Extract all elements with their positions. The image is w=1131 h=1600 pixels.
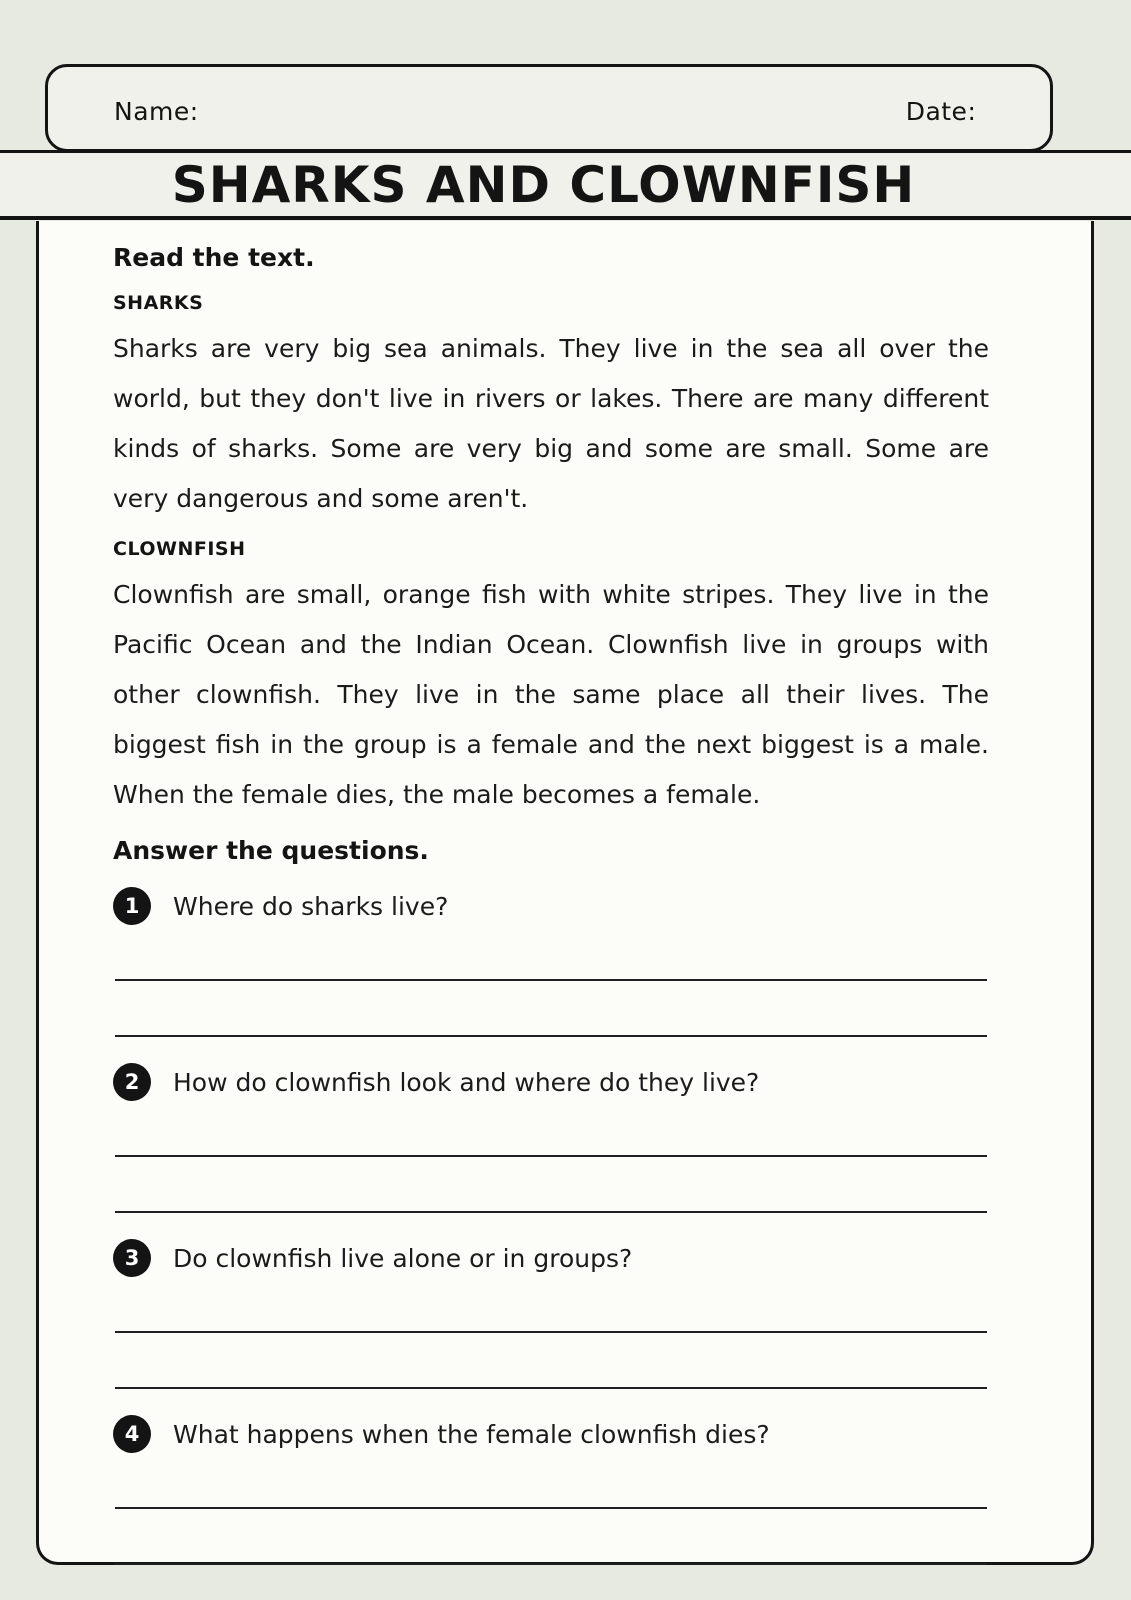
name-label: Name: bbox=[114, 97, 199, 126]
answer-line[interactable] bbox=[115, 981, 987, 1037]
answer-instruction: Answer the questions. bbox=[113, 836, 429, 865]
question-row bbox=[113, 1239, 989, 1277]
question-text: Where do sharks live? bbox=[173, 891, 449, 921]
question-text: Do clownfish live alone or in groups? bbox=[173, 1243, 633, 1273]
answer-line[interactable] bbox=[115, 1277, 987, 1333]
section-sharks bbox=[113, 292, 989, 524]
question-block-2 bbox=[113, 1063, 989, 1213]
question-number-badge: 4 bbox=[113, 1415, 151, 1453]
date-field-group bbox=[906, 90, 1129, 126]
question-number-badge: 3 bbox=[113, 1239, 151, 1277]
section-text-sharks: Sharks are very big sea animals. They live in the sea all over the world, but they don't live in rivers or lakes. There are many different kinds of sharks. Some are very big and some are small. Some are very dangerous and some aren't. bbox=[113, 334, 989, 513]
name-field-group bbox=[114, 90, 351, 126]
worksheet-content bbox=[36, 221, 1094, 1565]
question-text: What happens when the female clownfish dies? bbox=[173, 1419, 770, 1449]
answer-line[interactable] bbox=[115, 1453, 987, 1509]
question-block-3 bbox=[113, 1239, 989, 1389]
answer-line[interactable] bbox=[115, 1101, 987, 1157]
name-field[interactable] bbox=[211, 90, 351, 120]
question-number-badge: 1 bbox=[113, 887, 151, 925]
title-band bbox=[0, 150, 1131, 220]
question-block-1 bbox=[113, 887, 989, 1037]
answer-line[interactable] bbox=[115, 925, 987, 981]
date-label: Date: bbox=[905, 97, 977, 126]
answer-line[interactable] bbox=[115, 1333, 987, 1389]
section-clownfish bbox=[113, 538, 989, 820]
question-text: How do clownfish look and where do they live? bbox=[173, 1067, 760, 1097]
question-row bbox=[113, 887, 989, 925]
page-title: SHARKS AND CLOWNFISH bbox=[171, 155, 916, 214]
date-field[interactable] bbox=[988, 90, 1128, 120]
section-text-clownfish: Clownfish are small, orange fish with white stripes. They live in the Pacific Ocean and the Indian Ocean. Clownfish live in groups with other clownfish. They live in the same place all their lives. The biggest fish in the group is a female and the next biggest is a male. When the female dies, the male becomes a female. bbox=[113, 580, 989, 809]
answer-line[interactable] bbox=[115, 1157, 987, 1213]
read-instruction: Read the text. bbox=[113, 243, 315, 272]
question-number-badge: 2 bbox=[113, 1063, 151, 1101]
name-date-box bbox=[45, 64, 1053, 152]
question-row bbox=[113, 1415, 989, 1453]
answer-line[interactable] bbox=[115, 1509, 987, 1565]
section-heading-clownfish: CLOWNFISH bbox=[113, 538, 246, 560]
question-row bbox=[113, 1063, 989, 1101]
question-block-4 bbox=[113, 1415, 989, 1565]
section-heading-sharks: SHARKS bbox=[113, 292, 204, 314]
